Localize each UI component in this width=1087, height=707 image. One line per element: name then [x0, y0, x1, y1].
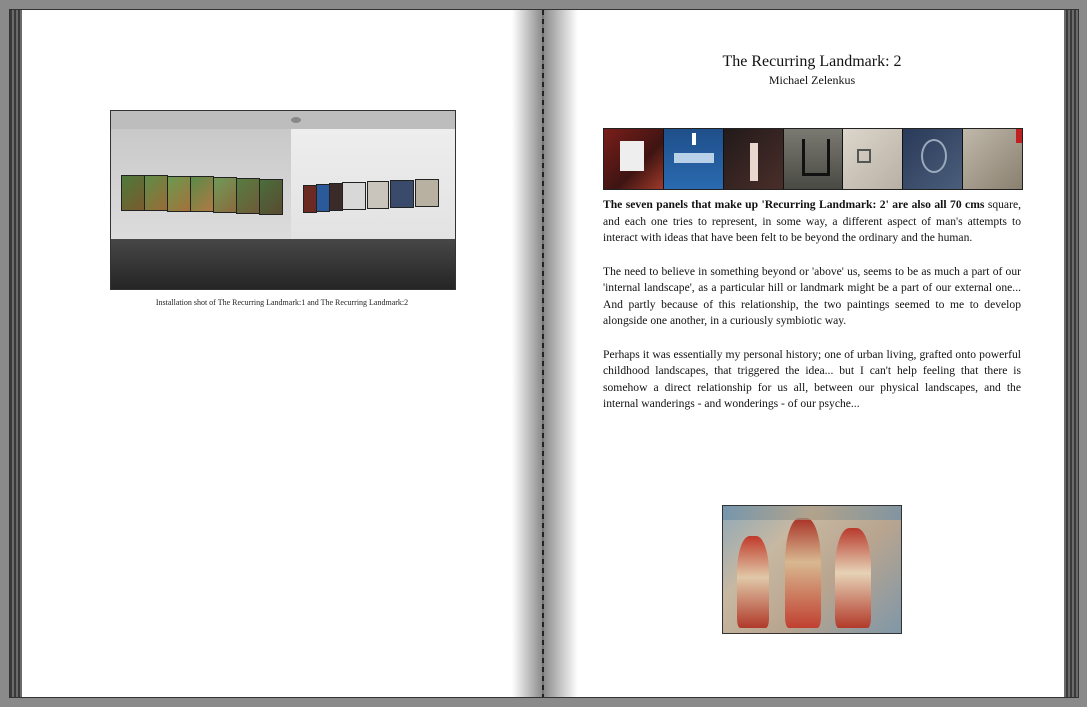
paragraph-3: Perhaps it was essentially my personal history; one of urban living, grafted onto powerful childhood landscapes, that triggered the idea... but I can't help feeling that there is somehow a direct relationship for us all, between our physical landscapes, and the internal wanderings - and wonderings - of our psyche... — [603, 347, 1021, 410]
paragraph-1 — [603, 197, 1021, 247]
paragraph-2: The need to believe in something beyond or 'above' us, seems to be as much a part of our 'internal landscape', as a particular hill or landmark might be a part of our external one... And partly because of this relationship, the two paintings seemed to me to develop alongside one another, in a curiously symbiotic way. — [603, 264, 1021, 327]
page-edges-right — [1064, 10, 1078, 697]
photo-caption: Installation shot of The Recurring Landmark:1 and The Recurring Landmark:2 — [155, 298, 409, 307]
egyptian-relief-image — [722, 505, 902, 634]
panel-thumbnail — [903, 129, 963, 189]
panel-thumbnail — [664, 129, 724, 189]
intro-bold-text: The seven panels that make up 'Recurring Landmark: 2' are also all 70 cms — [603, 198, 985, 211]
page-edges-left — [10, 10, 22, 697]
author-name: Michael Zelenkus — [768, 73, 856, 87]
page-title: The Recurring Landmark: 2 — [722, 53, 902, 70]
panel-thumbnail — [843, 129, 903, 189]
installation-photo — [110, 110, 456, 290]
article-body — [603, 197, 1021, 430]
panel-thumbnail — [963, 129, 1022, 189]
painting-panels-strip — [603, 128, 1023, 190]
right-page — [544, 10, 1064, 697]
paragraph-1-text: square, and each one tries to represent, in some way, a different aspect of man's attempts to interact with ideas that have been felt to be beyond the ordinary and the human. — [603, 198, 1021, 244]
panel-thumbnail — [784, 129, 844, 189]
panel-thumbnail — [724, 129, 784, 189]
panel-thumbnail — [604, 129, 664, 189]
open-book — [9, 9, 1079, 698]
left-page — [22, 10, 542, 697]
